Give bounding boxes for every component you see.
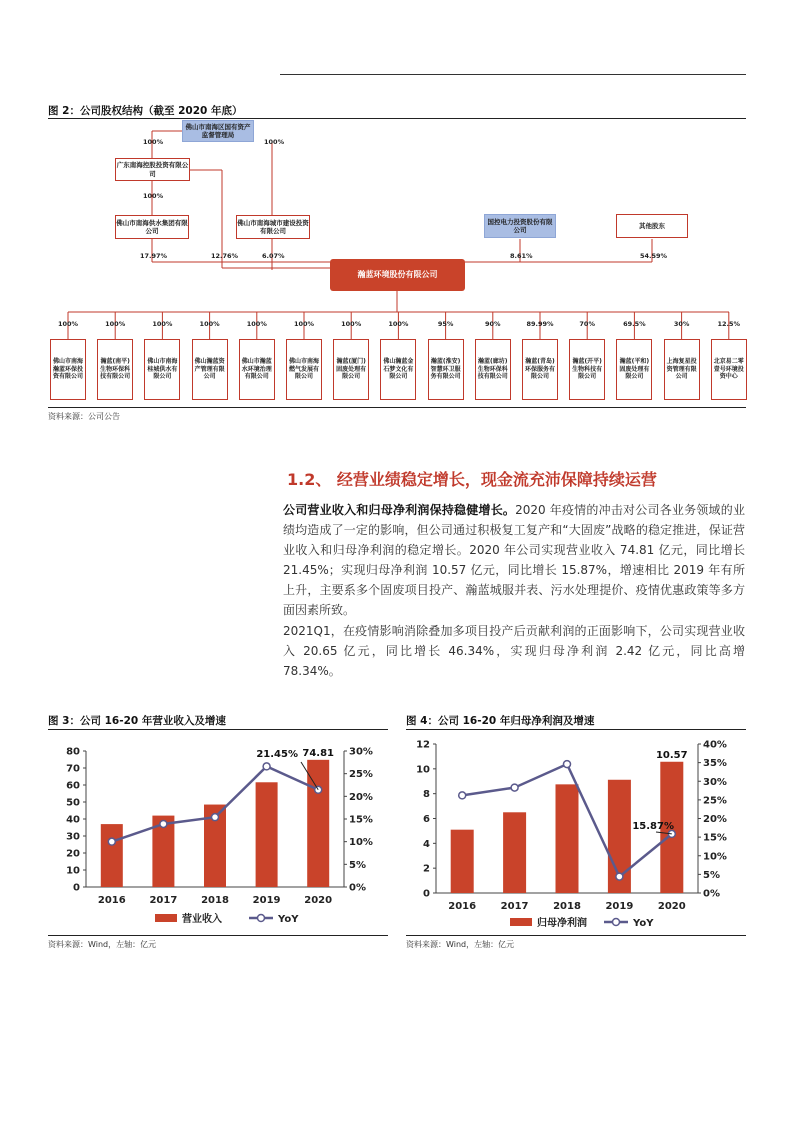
x-tick-label: 2017: [500, 901, 529, 912]
fig2-sub-box: 佛山市南海瀚蓝环保投资有限公司: [50, 339, 86, 400]
fig2-box-company: 瀚蓝环境股份有限公司: [330, 259, 465, 291]
legend-bar-swatch: [510, 918, 532, 926]
y2-tick-label: 20%: [349, 791, 373, 803]
legend-bar-label: 营业收入: [182, 914, 222, 925]
y-tick-label: 40: [66, 814, 80, 826]
fig2-box-others: 其他股东: [616, 214, 688, 238]
fig2-sub-box: 瀚蓝(开平)生物科技有限公司: [569, 339, 605, 400]
y2-tick-label: 15%: [703, 832, 727, 844]
fig2-box-city-invest: 佛山市南海城市建设投资有限公司: [236, 215, 310, 239]
bar: [451, 830, 474, 893]
yoy-point: [564, 761, 571, 768]
fig2-sub-pct: 89.99%: [526, 320, 554, 328]
fig2-sub-box: 瀚蓝(南平)生物环保科技有限公司: [97, 339, 133, 400]
fig3-bottom-rule: [48, 935, 388, 936]
x-tick-label: 2017: [149, 895, 178, 906]
y2-tick-label: 10%: [349, 837, 373, 849]
y-tick-label: 10: [416, 764, 430, 776]
legend-bar-label: 归母净利润: [537, 918, 587, 929]
fig2-sub-pct: 100%: [246, 320, 267, 328]
y2-tick-label: 35%: [703, 758, 727, 770]
x-tick-label: 2016: [97, 895, 126, 906]
bar: [101, 824, 123, 887]
fig2-sub-pct: 100%: [388, 320, 409, 328]
yoy-point: [459, 792, 466, 799]
fig2-sub-pct: 70%: [579, 320, 595, 328]
fig2-sub-pct: 30%: [673, 320, 690, 328]
y2-tick-label: 40%: [703, 739, 727, 751]
fig2-sub-box: 北京易二零壹号环境投资中心: [711, 339, 747, 400]
fig4-bottom-rule: [406, 935, 746, 936]
legend-line-label: YoY: [278, 914, 299, 925]
x-tick-label: 2016: [448, 901, 477, 912]
fig2-source: 资料来源：公司公告: [48, 412, 120, 421]
fig2-sub-box: 瀚蓝(廊坊)生物环保科技有限公司: [475, 339, 511, 400]
fig2-pct-city: 6.07%: [262, 252, 285, 260]
y-tick-label: 80: [66, 746, 80, 758]
fig2-sub-pct: 95%: [437, 320, 454, 328]
fig3-title: 图 3：公司 16-20 年营业收入及增速: [48, 715, 226, 727]
fig2-pct-water: 17.97%: [140, 252, 168, 260]
y-tick-label: 30: [66, 831, 80, 843]
yoy-data-label: 21.45%: [256, 749, 298, 760]
y-tick-label: 60: [66, 780, 80, 792]
fig2-sub-pct: 90%: [485, 320, 501, 328]
fig2-box-water-group: 佛山市南海供水集团有限公司: [115, 215, 189, 239]
legend-bar-swatch: [155, 914, 177, 922]
y-tick-label: 20: [66, 848, 80, 860]
legend-line-label: YoY: [633, 918, 654, 929]
fig4-source: 资料来源：Wind，左轴：亿元: [406, 940, 515, 949]
y-tick-label: 50: [66, 797, 80, 809]
yoy-point: [212, 814, 219, 821]
y-tick-label: 70: [66, 763, 80, 775]
fig2-pct-gd-water: 100%: [143, 192, 164, 200]
y2-tick-label: 0%: [703, 888, 720, 900]
yoy-point: [511, 784, 518, 791]
fig2-sub-box: 瀚蓝(淮安)智慧环卫服务有限公司: [428, 339, 464, 400]
fig2-sub-box: 佛山瀚蓝资产管理有限公司: [192, 339, 228, 400]
x-tick-label: 2018: [553, 901, 581, 912]
fig2-sub-box: 佛山市南海桂城供水有限公司: [144, 339, 180, 400]
fig2-pct-top-city: 100%: [264, 138, 285, 146]
paragraph-1-body: 2020 年疫情的冲击对公司各业务领域的业绩均造成了一定的影响，但公司通过积极复工复产和“大固废”战略的稳定推进，保证营业收入和归母净利润的稳定增长。2020 年公司实现营业收入 74.81 亿元，同比增长 21.45%；实现归母净利润 10.57 亿元，同比增长 15.87%，增速相比 2019 年有所上升，主要系多个固废项目投产、瀚蓝城服并表、污水处理提价、疫情优惠政策等多方面因素所致。: [283, 503, 745, 617]
y-tick-label: 2: [423, 863, 430, 875]
y2-tick-label: 0%: [349, 882, 366, 894]
x-tick-label: 2018: [201, 895, 229, 906]
fig2-sub-pct: 12.5%: [717, 320, 741, 328]
fig2-pct-top-gd: 100%: [143, 138, 164, 146]
y-tick-label: 0: [423, 888, 430, 900]
fig2-sub-pct: 100%: [152, 320, 173, 328]
fig2-pct-gd: 12.76%: [211, 252, 239, 260]
fig2-pct-others: 54.59%: [640, 252, 668, 260]
y2-tick-label: 5%: [703, 869, 720, 881]
fig2-sub-pct: 100%: [57, 320, 79, 328]
x-tick-label: 2019: [605, 901, 634, 912]
fig2-title: 图 2：公司股权结构（截至 2020 年底）: [48, 105, 243, 117]
fig3-top-rule: [48, 729, 388, 730]
fig2-sub-pct: 100%: [341, 320, 362, 328]
fig3-chart: [48, 733, 390, 933]
bar: [307, 760, 329, 887]
fig2-sub-box: 佛山市南海燃气发展有限公司: [286, 339, 322, 400]
y2-tick-label: 25%: [349, 769, 373, 781]
bar: [503, 812, 526, 893]
fig2-sub-box: 瀚蓝(厦门)固废处理有限公司: [333, 339, 369, 400]
fig2-sub-box: 佛山瀚蓝金石梦文化有限公司: [380, 339, 416, 400]
x-tick-label: 2020: [657, 901, 686, 912]
yoy-point: [315, 786, 322, 793]
x-tick-label: 2020: [304, 895, 333, 906]
yoy-point: [263, 763, 270, 770]
yoy-point: [108, 838, 115, 845]
fig2-sub-pct: 100%: [199, 320, 220, 328]
y2-tick-label: 5%: [349, 859, 366, 871]
y2-tick-label: 30%: [703, 776, 727, 788]
y2-tick-label: 20%: [703, 814, 727, 825]
x-tick-label: 2019: [252, 895, 281, 906]
paragraph-2: 2021Q1，在疫情影响消除叠加多项目投产后贡献利润的正面影响下，公司实现营业收入 20.65 亿元，同比增长 46.34%，实现归母净利润 2.42 亿元，同比高增 78.34%。: [283, 624, 745, 678]
fig2-sub-pct: 69.5%: [623, 320, 646, 328]
y2-tick-label: 25%: [703, 795, 727, 807]
bar-data-label: 74.81: [302, 747, 335, 759]
yoy-point: [616, 873, 623, 880]
bar: [556, 784, 579, 893]
fig2-sub-pct: 100%: [293, 320, 315, 328]
section-title: 1.2、 经营业绩稳定增长，现金流充沛保障持续运营: [287, 470, 657, 489]
legend-line-marker: [613, 919, 620, 926]
y2-tick-label: 15%: [349, 814, 373, 826]
fig2-bottom-rule: [48, 407, 746, 408]
fig2-sub-box: 佛山市瀚蓝水环境治理有限公司: [239, 339, 275, 400]
fig3-source: 资料来源：Wind，左轴：亿元: [48, 940, 157, 949]
bar-data-label: 10.57: [655, 749, 688, 761]
fig2-box-sasac: 佛山市南海区国有资产监督管理局: [182, 120, 254, 142]
fig2-sub-pct: 100%: [105, 320, 126, 328]
bar: [256, 782, 278, 887]
y-tick-label: 4: [423, 838, 430, 850]
legend-line-marker: [258, 915, 265, 922]
fig2-box-gd-holding: 广东南海控股投资有限公司: [115, 158, 190, 181]
y-tick-label: 6: [423, 814, 430, 825]
y-tick-label: 8: [423, 789, 430, 801]
fig2-sub-box: 瀚蓝(青岛)环保服务有限公司: [522, 339, 558, 400]
fig4-title: 图 4：公司 16-20 年归母净利润及增速: [406, 715, 595, 727]
y-tick-label: 12: [416, 739, 430, 751]
paragraph-1: [283, 500, 745, 620]
y2-tick-label: 10%: [703, 851, 727, 863]
fig2-sub-box: 上海复星投资管理有限公司: [664, 339, 700, 400]
fig4-chart: [406, 733, 748, 933]
yoy-point: [160, 820, 167, 827]
fig2-pct-spic: 8.61%: [510, 252, 533, 260]
y-tick-label: 10: [66, 865, 80, 877]
fig4-top-rule: [406, 729, 746, 730]
fig2-box-spic: 国控电力投资股份有限公司: [484, 214, 556, 238]
y-tick-label: 0: [73, 882, 80, 894]
paragraph-1-lead: 公司营业收入和归母净利润保持稳健增长。: [283, 503, 516, 517]
y2-tick-label: 30%: [349, 746, 373, 758]
yoy-data-label: 15.87%: [632, 821, 674, 832]
fig2-sub-box: 瀚蓝(平和)固废处理有限公司: [616, 339, 652, 400]
